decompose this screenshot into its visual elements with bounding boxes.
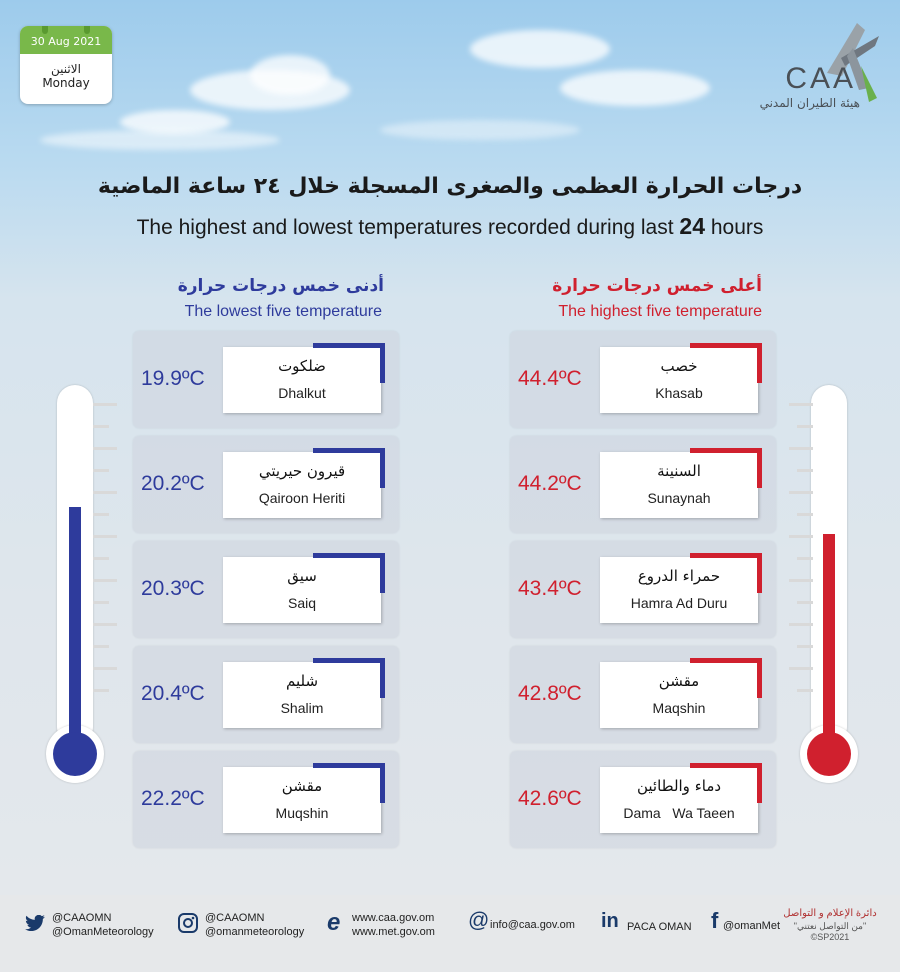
station-name-english: Sunaynah (647, 490, 711, 506)
page-title-english (0, 213, 900, 240)
calendar-date: 30 Aug 2021 (20, 26, 112, 54)
cloud (250, 55, 330, 95)
station-label-box (600, 347, 758, 413)
date-calendar (20, 26, 112, 104)
highest-thermometer (800, 385, 860, 785)
thermometer-tick (93, 601, 109, 604)
instagram-handle[interactable]: @omanmeteorology (205, 926, 305, 938)
thermometer-tick (93, 513, 109, 516)
page-title-arabic: درجات الحرارة العظمى والصغرى المسجلة خلال ٢٤ ساعة الماضية (97, 174, 803, 199)
email-link[interactable]: info@caa.gov.om (490, 919, 575, 931)
lowest-card (133, 331, 399, 428)
temperature-value: 19.9ºC (141, 367, 205, 390)
station-name-english: Khasab (655, 385, 703, 401)
thermometer-tick (797, 557, 813, 560)
thermometer-tick (93, 667, 117, 670)
twitter-handle[interactable]: @CAAOMN (52, 912, 112, 924)
at-sign-icon[interactable]: @ (468, 909, 490, 932)
calendar-day-arabic: الاثنين (51, 62, 81, 76)
highest-card (510, 646, 776, 743)
logo-text: CAA (785, 62, 856, 95)
station-label-box (223, 767, 381, 833)
thermometer-tick (93, 403, 117, 406)
station-name-arabic: مقشن (658, 672, 700, 690)
lowest-card (133, 436, 399, 533)
linkedin-icon[interactable]: in (601, 910, 619, 932)
station-name-english: Dama Wa Taeen (623, 805, 735, 821)
cloud (470, 30, 610, 68)
twitter-handle[interactable]: @OmanMeteorology (52, 926, 154, 938)
thermometer-tick (789, 491, 813, 494)
twitter-handles (52, 911, 154, 939)
logo-arabic: هيئة الطيران المدني (759, 96, 860, 110)
instagram-handle[interactable]: @CAAOMN (205, 912, 265, 924)
thermometer-tick (789, 623, 813, 626)
station-name-arabic: حمراء الدروع (637, 567, 721, 585)
thermometer-tick (93, 557, 109, 560)
lowest-header-arabic: أدنى خمس درجات حرارة (177, 276, 384, 296)
thermometer-fill (69, 507, 81, 755)
internet-explorer-icon[interactable]: e (327, 909, 341, 936)
station-name-english: Muqshin (275, 805, 329, 821)
thermometer-tick (93, 689, 109, 692)
linkedin-link[interactable]: PACA OMAN (627, 921, 692, 933)
thermometer-tick (93, 579, 117, 582)
facebook-link[interactable]: @omanMet (723, 920, 781, 932)
thermometer-tick (789, 579, 813, 582)
thermometer-tick (93, 425, 109, 428)
highest-card (510, 541, 776, 638)
station-name-arabic: خصب (660, 357, 698, 375)
twitter-icon[interactable] (24, 915, 46, 933)
calendar-day-english: Monday (42, 76, 90, 90)
instagram-icon[interactable] (178, 913, 198, 933)
lowest-header-english: The lowest five temperature (184, 303, 382, 320)
websites (352, 911, 435, 939)
thermometer-tick (797, 689, 813, 692)
website-link[interactable]: www.caa.gov.om (352, 912, 435, 924)
copyright: ©SP2021 (810, 932, 850, 942)
temperature-value: 42.6ºC (518, 787, 582, 810)
thermometer-bulb-fill (53, 732, 97, 776)
station-name-english: Hamra Ad Duru (630, 595, 728, 611)
cloud (40, 130, 280, 150)
calendar-ring (42, 26, 48, 34)
thermometer-tick (93, 623, 117, 626)
station-name-arabic: السنينة (657, 462, 701, 480)
temperature-value: 42.8ºC (518, 682, 582, 705)
station-label-box (223, 347, 381, 413)
temperature-value: 20.4ºC (141, 682, 205, 705)
highest-card (510, 331, 776, 428)
station-label-box (600, 557, 758, 623)
lowest-thermometer (46, 385, 106, 785)
station-name-english: Qairoon Heriti (258, 490, 346, 506)
station-name-english: Maqshin (652, 700, 706, 716)
station-name-arabic: قيرون حيريتي (258, 462, 346, 480)
lowest-card (133, 541, 399, 638)
station-label-box (223, 662, 381, 728)
thermometer-tick (789, 667, 813, 670)
title-suffix: hours (705, 216, 764, 239)
temperature-value: 44.2ºC (518, 472, 582, 495)
facebook-icon[interactable]: f (711, 908, 719, 933)
thermometer-tick (93, 645, 109, 648)
department-slogan: "من التواصل نعتني" (793, 921, 867, 931)
department-name: دائرة الإعلام و التواصل (783, 908, 877, 919)
instagram-handles (205, 911, 304, 939)
station-name-arabic: شليم (285, 672, 319, 690)
thermometer-tick (789, 403, 813, 406)
cloud (560, 70, 710, 106)
title-number: 24 (679, 213, 706, 239)
station-label-box (600, 662, 758, 728)
thermometer-tick (93, 469, 109, 472)
cloud (380, 120, 580, 140)
highest-header-english: The highest five temperature (558, 303, 762, 320)
lowest-card (133, 646, 399, 743)
thermometer-tick (797, 645, 813, 648)
station-label-box (600, 452, 758, 518)
thermometer-tick (789, 535, 813, 538)
thermometer-tick (797, 601, 813, 604)
thermometer-fill (823, 534, 835, 755)
station-name-arabic: دماء والطائين (636, 777, 722, 795)
station-name-english: Shalim (280, 700, 324, 716)
calendar-ring (84, 26, 90, 34)
station-name-arabic: ضلكوت (278, 357, 326, 375)
thermometer-tick (93, 491, 117, 494)
thermometer-tick (93, 447, 117, 450)
title-prefix: The highest and lowest temperatures recorded during last (136, 216, 680, 239)
thermometer-bulb-fill (807, 732, 851, 776)
footer (0, 895, 900, 972)
station-label-box (600, 767, 758, 833)
temperature-value: 20.3ºC (141, 577, 205, 600)
station-label-box (223, 557, 381, 623)
lowest-card (133, 751, 399, 848)
website-link[interactable]: www.met.gov.om (352, 926, 435, 938)
thermometer-tick (797, 469, 813, 472)
highest-card (510, 436, 776, 533)
station-name-arabic: سيق (287, 567, 317, 585)
thermometer-tick (797, 513, 813, 516)
station-name-english: Saiq (287, 595, 317, 611)
station-name-english: Dhalkut (278, 385, 326, 401)
temperature-value: 44.4ºC (518, 367, 582, 390)
highest-card (510, 751, 776, 848)
station-name-arabic: مقشن (281, 777, 323, 795)
temperature-value: 43.4ºC (518, 577, 582, 600)
station-label-box (223, 452, 381, 518)
highest-header-arabic: أعلى خمس درجات حرارة (552, 276, 762, 296)
temperature-value: 20.2ºC (141, 472, 205, 495)
thermometer-tick (797, 425, 813, 428)
thermometer-tick (789, 447, 813, 450)
temperature-value: 22.2ºC (141, 787, 205, 810)
thermometer-tick (93, 535, 117, 538)
